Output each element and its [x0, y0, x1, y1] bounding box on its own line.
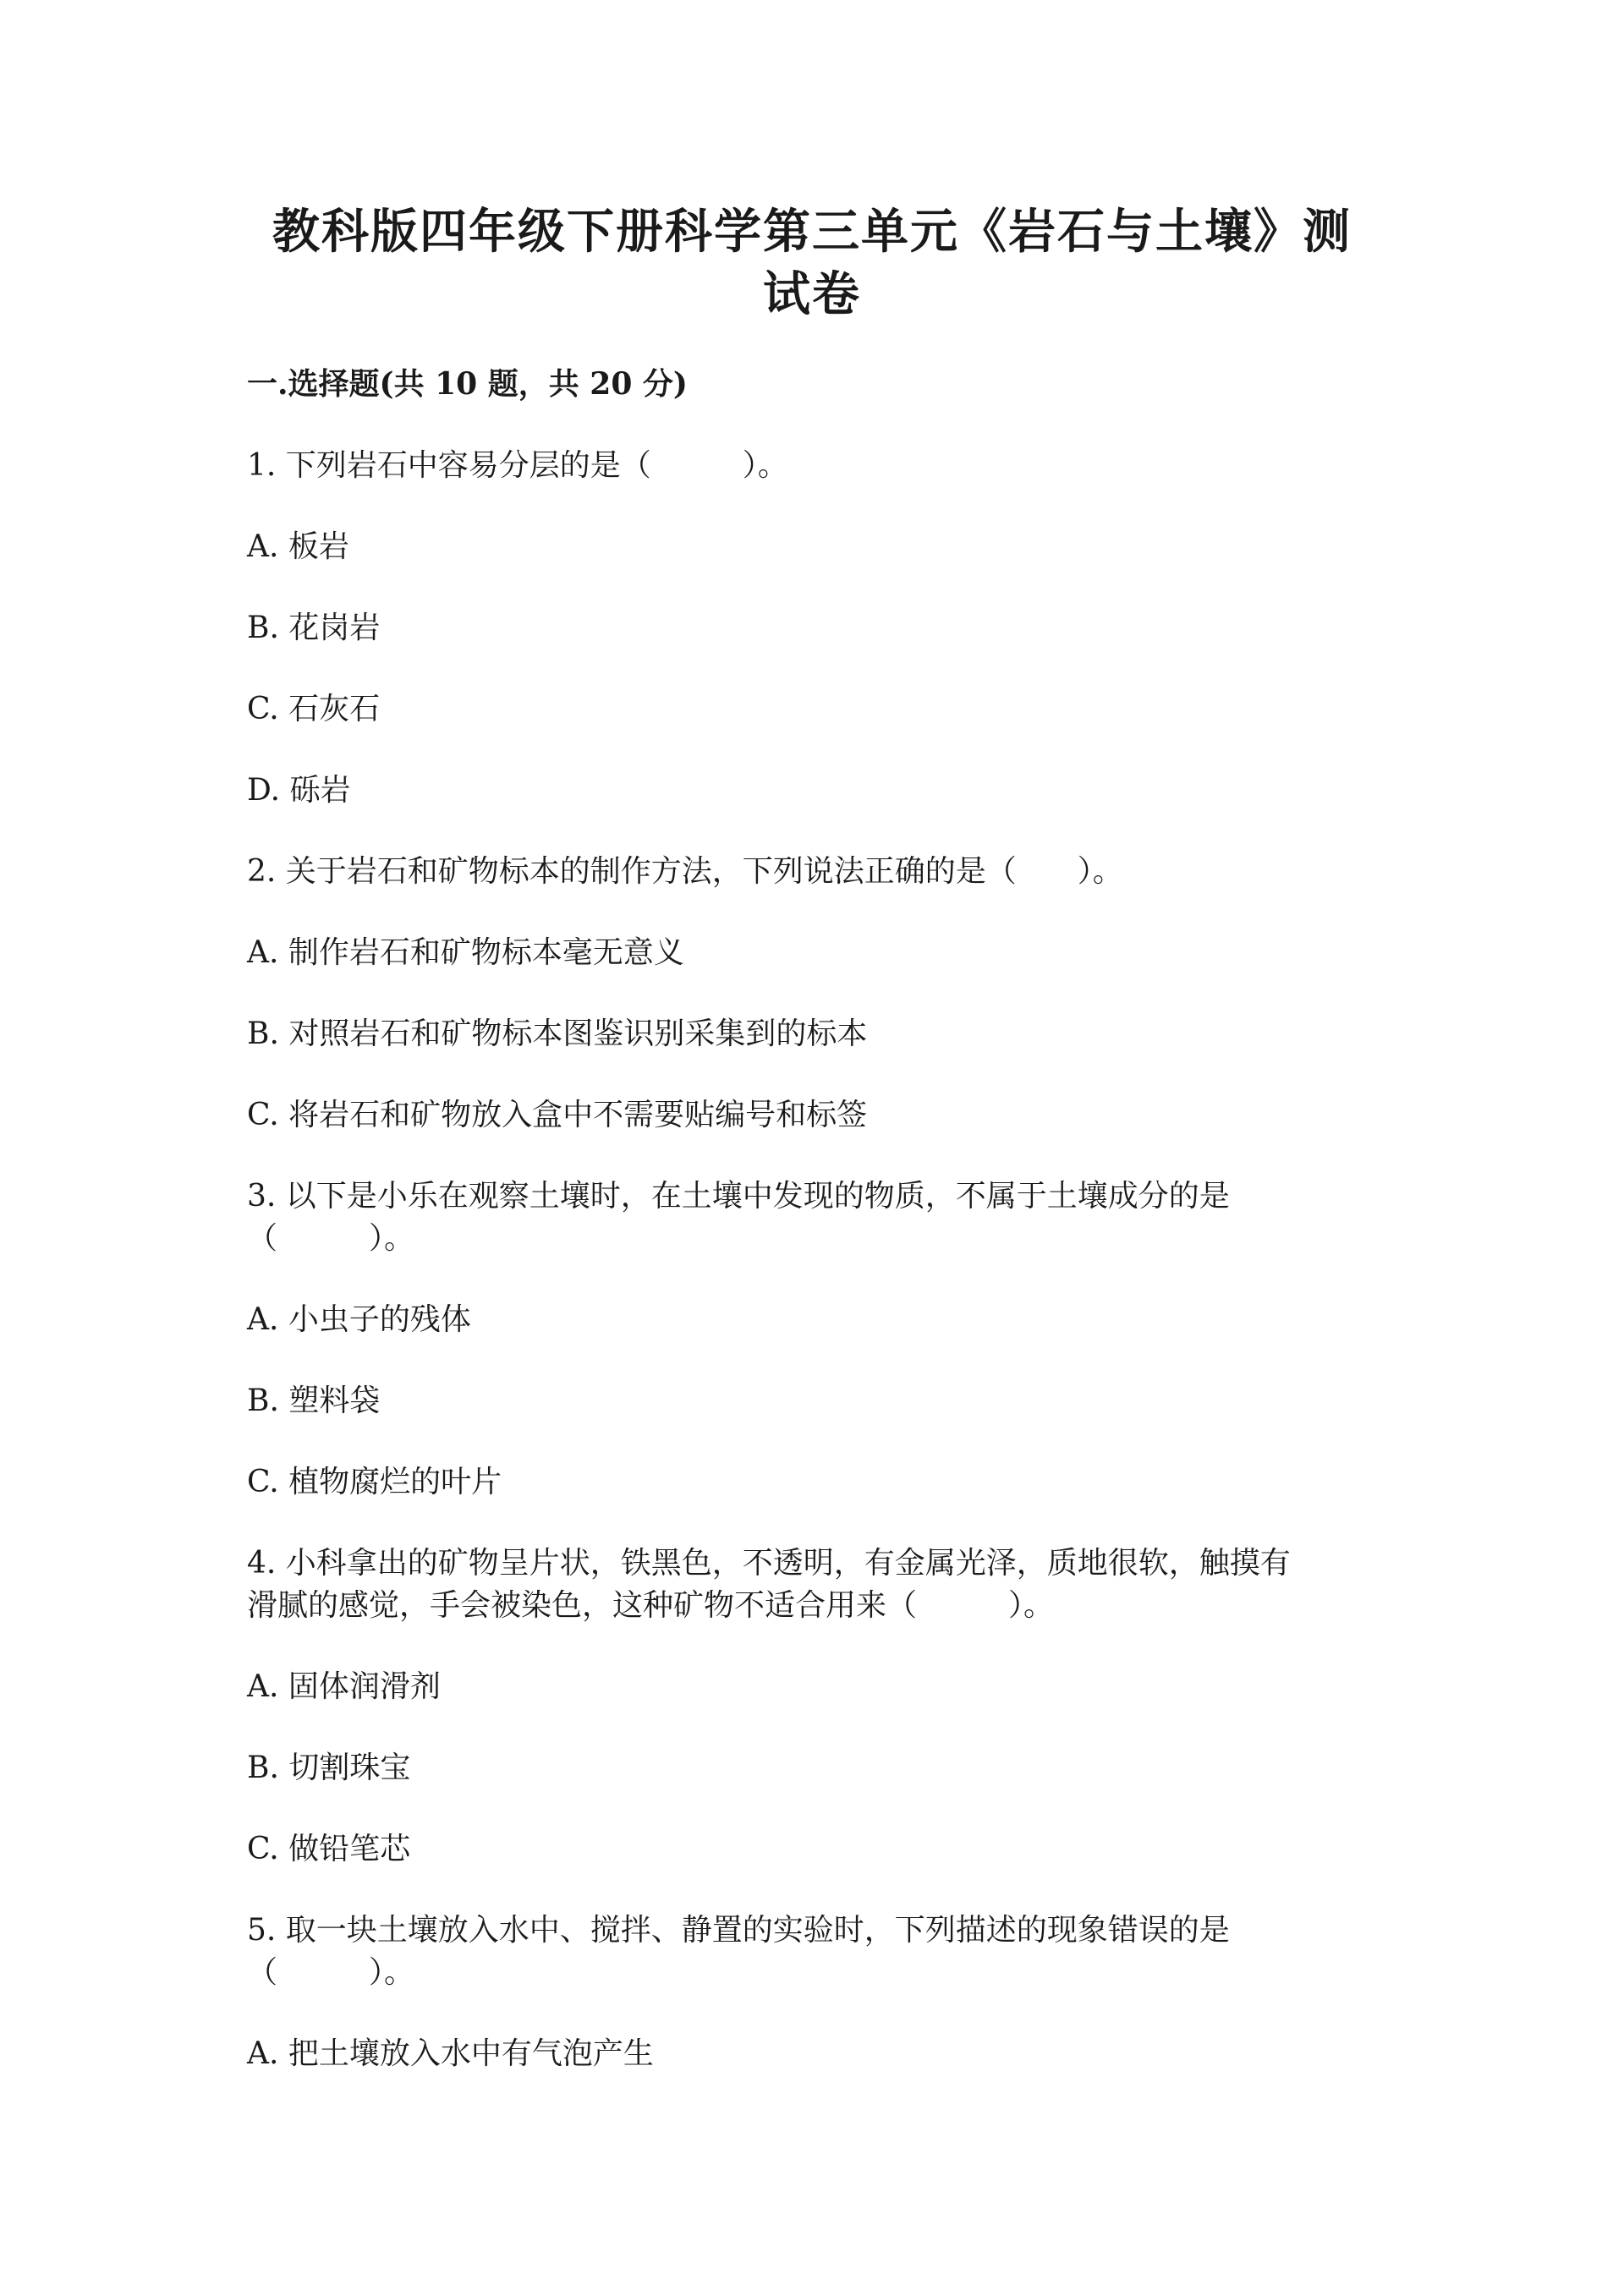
- question-5-stem-line-2: （ ）。: [247, 1955, 415, 1990]
- question-4-option-a: A. 固体润滑剂: [247, 1669, 441, 1704]
- question-1-option-a: A. 板岩: [247, 529, 349, 564]
- document-title-line-2: 试卷: [763, 266, 861, 322]
- section-heading: 一.选择题(共 10 题，共 20 分): [247, 366, 688, 402]
- question-1-option-d: D. 砾岩: [247, 773, 351, 808]
- question-5-option-a: A. 把土壤放入水中有气泡产生: [247, 2036, 654, 2071]
- question-1-option-b: B. 花岗岩: [247, 611, 381, 645]
- question-1-stem: 1. 下列岩石中容易分层的是（ ）。: [247, 448, 788, 483]
- question-1-option-c: C. 石灰石: [247, 692, 381, 726]
- question-3-stem-line-1: 3. 以下是小乐在观察土壤时，在土壤中发现的物质，不属于土壤成分的是: [247, 1179, 1230, 1214]
- question-3-option-c: C. 植物腐烂的叶片: [247, 1465, 502, 1499]
- question-4-option-c: C. 做铅笔芯: [247, 1832, 411, 1866]
- question-2-stem: 2. 关于岩石和矿物标本的制作方法，下列说法正确的是（ ）。: [247, 854, 1123, 889]
- question-5-stem-line-1: 5. 取一块土壤放入水中、搅拌、静置的实验时，下列描述的现象错误的是: [247, 1913, 1230, 1948]
- document-title-line-1: 教科版四年级下册科学第三单元《岩石与土壤》测: [272, 204, 1352, 260]
- question-3-option-b: B. 塑料袋: [247, 1384, 381, 1418]
- question-3-option-a: A. 小虫子的残体: [247, 1302, 471, 1337]
- question-3-stem-line-2: （ ）。: [247, 1221, 415, 1256]
- question-4-stem-line-1: 4. 小科拿出的矿物呈片状，铁黑色，不透明，有金属光泽，质地很软，触摸有: [247, 1546, 1291, 1581]
- question-2-option-a: A. 制作岩石和矿物标本毫无意义: [247, 935, 684, 970]
- question-4-option-b: B. 切割珠宝: [247, 1751, 411, 1785]
- question-2-option-b: B. 对照岩石和矿物标本图鉴识别采集到的标本: [247, 1016, 868, 1051]
- question-2-option-c: C. 将岩石和矿物放入盒中不需要贴编号和标签: [247, 1098, 868, 1132]
- question-4-stem-line-2: 滑腻的感觉，手会被染色，这种矿物不适合用来（ ）。: [247, 1588, 1055, 1623]
